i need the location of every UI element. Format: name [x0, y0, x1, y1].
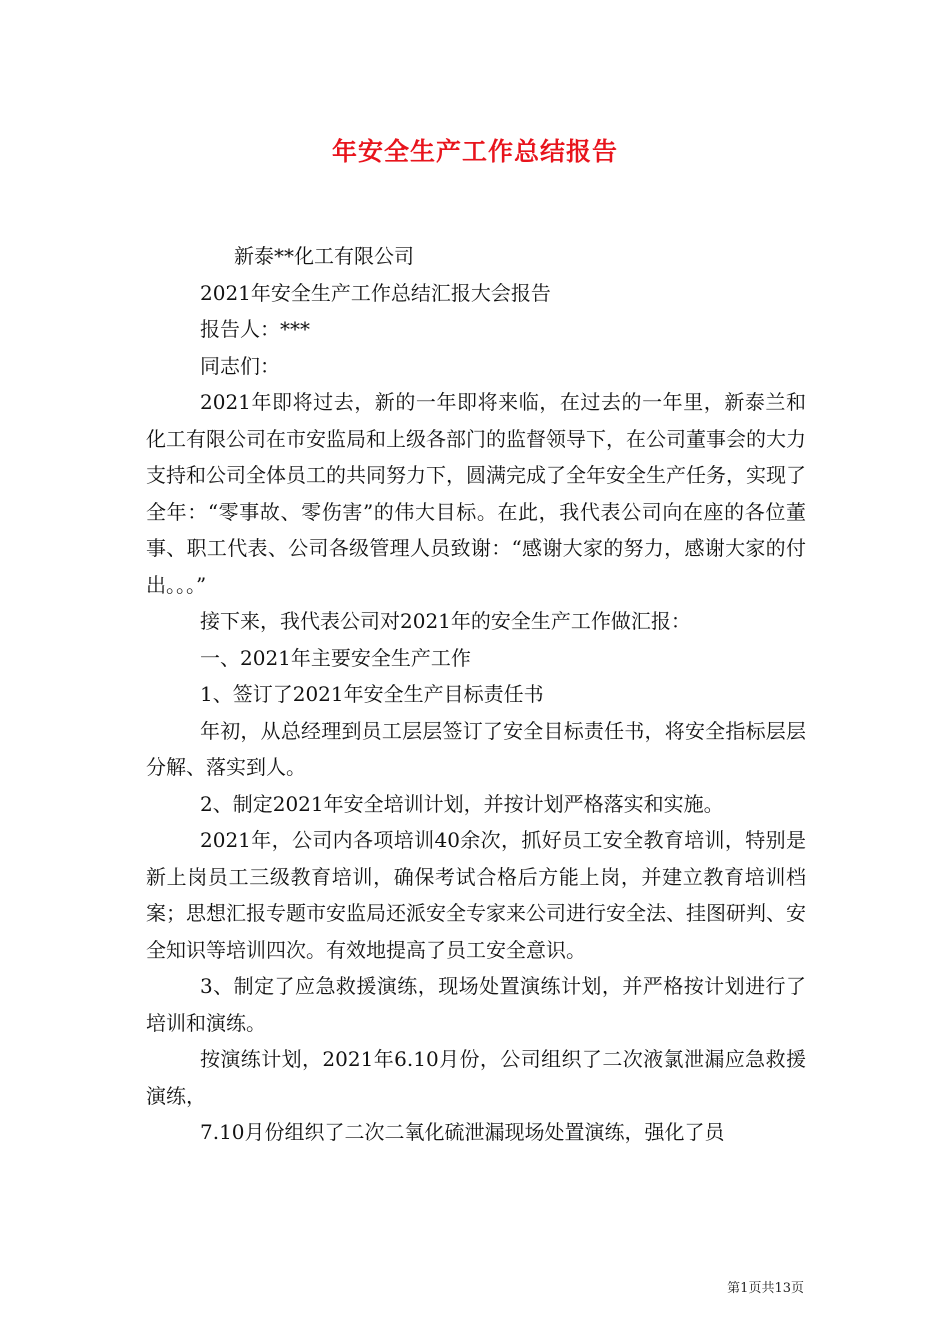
- item-heading-2: 2、制定2021年安全培训计划，并按计划严格落实和实施。: [200, 791, 724, 816]
- report-title: 2021年安全生产工作总结汇报大会报告: [200, 280, 551, 305]
- company-name: 新泰**化工有限公司: [234, 244, 414, 268]
- item-body-3a: 按演练计划，2021年6.10月份，公司组织了二次液氯泄漏应急救援演练，: [146, 1047, 806, 1108]
- item-body-2: 2021年，公司内各项培训40余次，抓好员工安全教育培训，特别是新上岗员工三级教育培训，确保考试合格后方能上岗，并建立教育培训档案；思想汇报专题市安监局还派安全专家来公司进行安全法、挂图研判、安全知识等培训四次。有效地提高了员工安全意识。: [146, 828, 806, 962]
- paragraph-transition: 接下来，我代表公司对2021年的安全生产工作做汇报：: [200, 609, 691, 633]
- salutation: 同志们：: [200, 353, 280, 378]
- item-heading-3: 3、制定了应急救援演练，现场处置演练计划，并严格按计划进行了培训和演练。: [146, 974, 806, 1035]
- item-body-1: 年初，从总经理到员工层层签订了安全目标责任书，将安全指标层层分解、落实到人。: [146, 718, 806, 779]
- section-heading-1: 一、2021年主要安全生产工作: [200, 645, 471, 670]
- document-body: [146, 238, 806, 1151]
- paragraph-intro: 2021年即将过去，新的一年即将来临，在过去的一年里，新泰兰和化工有限公司在市安监局和上级各部门的监督领导下，在公司董事会的大力支持和公司全体员工的共同努力下，圆满完成了全年安全生产任务，实现了全年：“零事故、零伤害”的伟大目标。在此，我代表公司向在座的各位董事、职工代表、公司各级管理人员致谢：“感谢大家的努力，感谢大家的付出。。。”: [146, 390, 806, 597]
- page-number: 第1页共13页: [727, 1281, 804, 1296]
- item-heading-1: 1、签订了2021年安全生产目标责任书: [200, 682, 544, 706]
- document-title: 年安全生产工作总结报告: [331, 137, 618, 166]
- reporter-line: 报告人：***: [200, 317, 310, 341]
- item-body-3b: 7.10月份组织了二次二氧化硫泄漏现场处置演练，强化了员: [200, 1120, 725, 1144]
